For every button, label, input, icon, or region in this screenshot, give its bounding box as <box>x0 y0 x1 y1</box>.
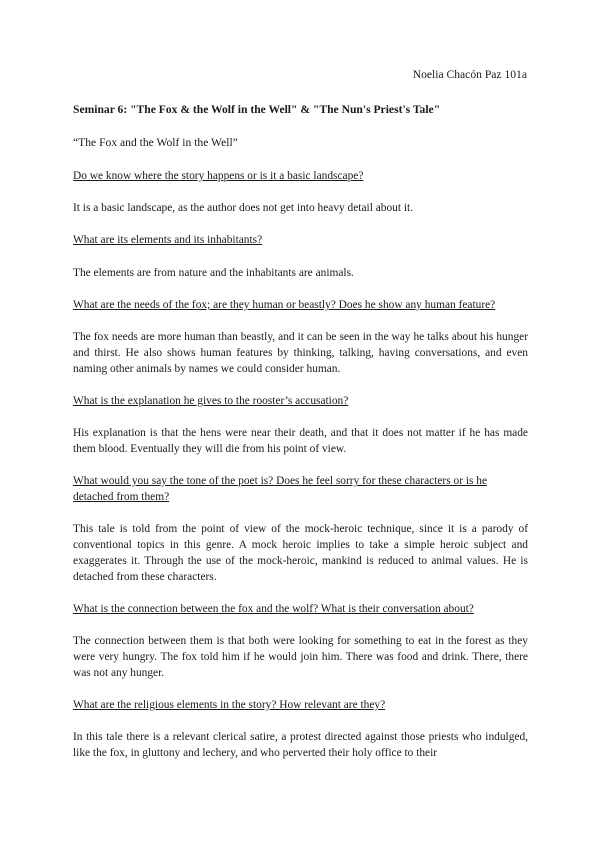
answer-3: The fox needs are more human than beastly, and it can be seen in the way he talks about his hunger and thirst. He also shows human features by thinking, talking, having conversations, and even naming other animals by names we could consider human. <box>73 331 528 375</box>
question-1: Do we know where the story happens or is it a basic landscape? <box>73 170 364 182</box>
question-5: What would you say the tone of the poet is? Does he feel sorry for these characters or is he detached from them? <box>73 475 488 503</box>
answer-1: It is a basic landscape, as the author does not get into heavy detail about it. <box>73 202 414 214</box>
question-2: What are its elements and its inhabitants? <box>73 234 263 246</box>
author-line: Noelia Chacón Paz 101a <box>412 68 527 81</box>
answer-6: The connection between them is that both were looking for something to eat in the forest as they were very hungry. The fox told him if he would join him. There was food and drink. There, there was not any hunger. <box>73 635 528 679</box>
answer-2: The elements are from nature and the inhabitants are animals. <box>73 267 354 279</box>
question-7: What are the religious elements in the story? How relevant are they? <box>73 699 386 711</box>
story-subtitle: “The Fox and the Wolf in the Well” <box>73 136 238 149</box>
question-4: What is the explanation he gives to the rooster’s accusation? <box>73 395 349 407</box>
answer-7: In this tale there is a relevant clerical satire, a protest directed against those priests who indulged, like the fox, in gluttony and lechery, and who perverted their holy office to their <box>73 731 528 759</box>
answer-5: This tale is told from the point of view of the mock-heroic technique, since it is a parody of conventional topics in this genre. A mock heroic implies to take a simple heroic subject and exaggerates it. Through the use of the mock-heroic, mankind is reduced to animal values. He is detached from these characters. <box>73 523 528 583</box>
question-3: What are the needs of the fox; are they human or beastly? Does he show any human feature? <box>73 299 496 311</box>
seminar-title: Seminar 6: "The Fox & the Wolf in the Well" & "The Nun's Priest's Tale" <box>73 103 441 116</box>
question-6: What is the connection between the fox and the wolf? What is their conversation about? <box>73 603 474 615</box>
answer-4: His explanation is that the hens were near their death, and that it does not matter if he has made them blood. Eventually they will die from his point of view. <box>73 427 528 455</box>
